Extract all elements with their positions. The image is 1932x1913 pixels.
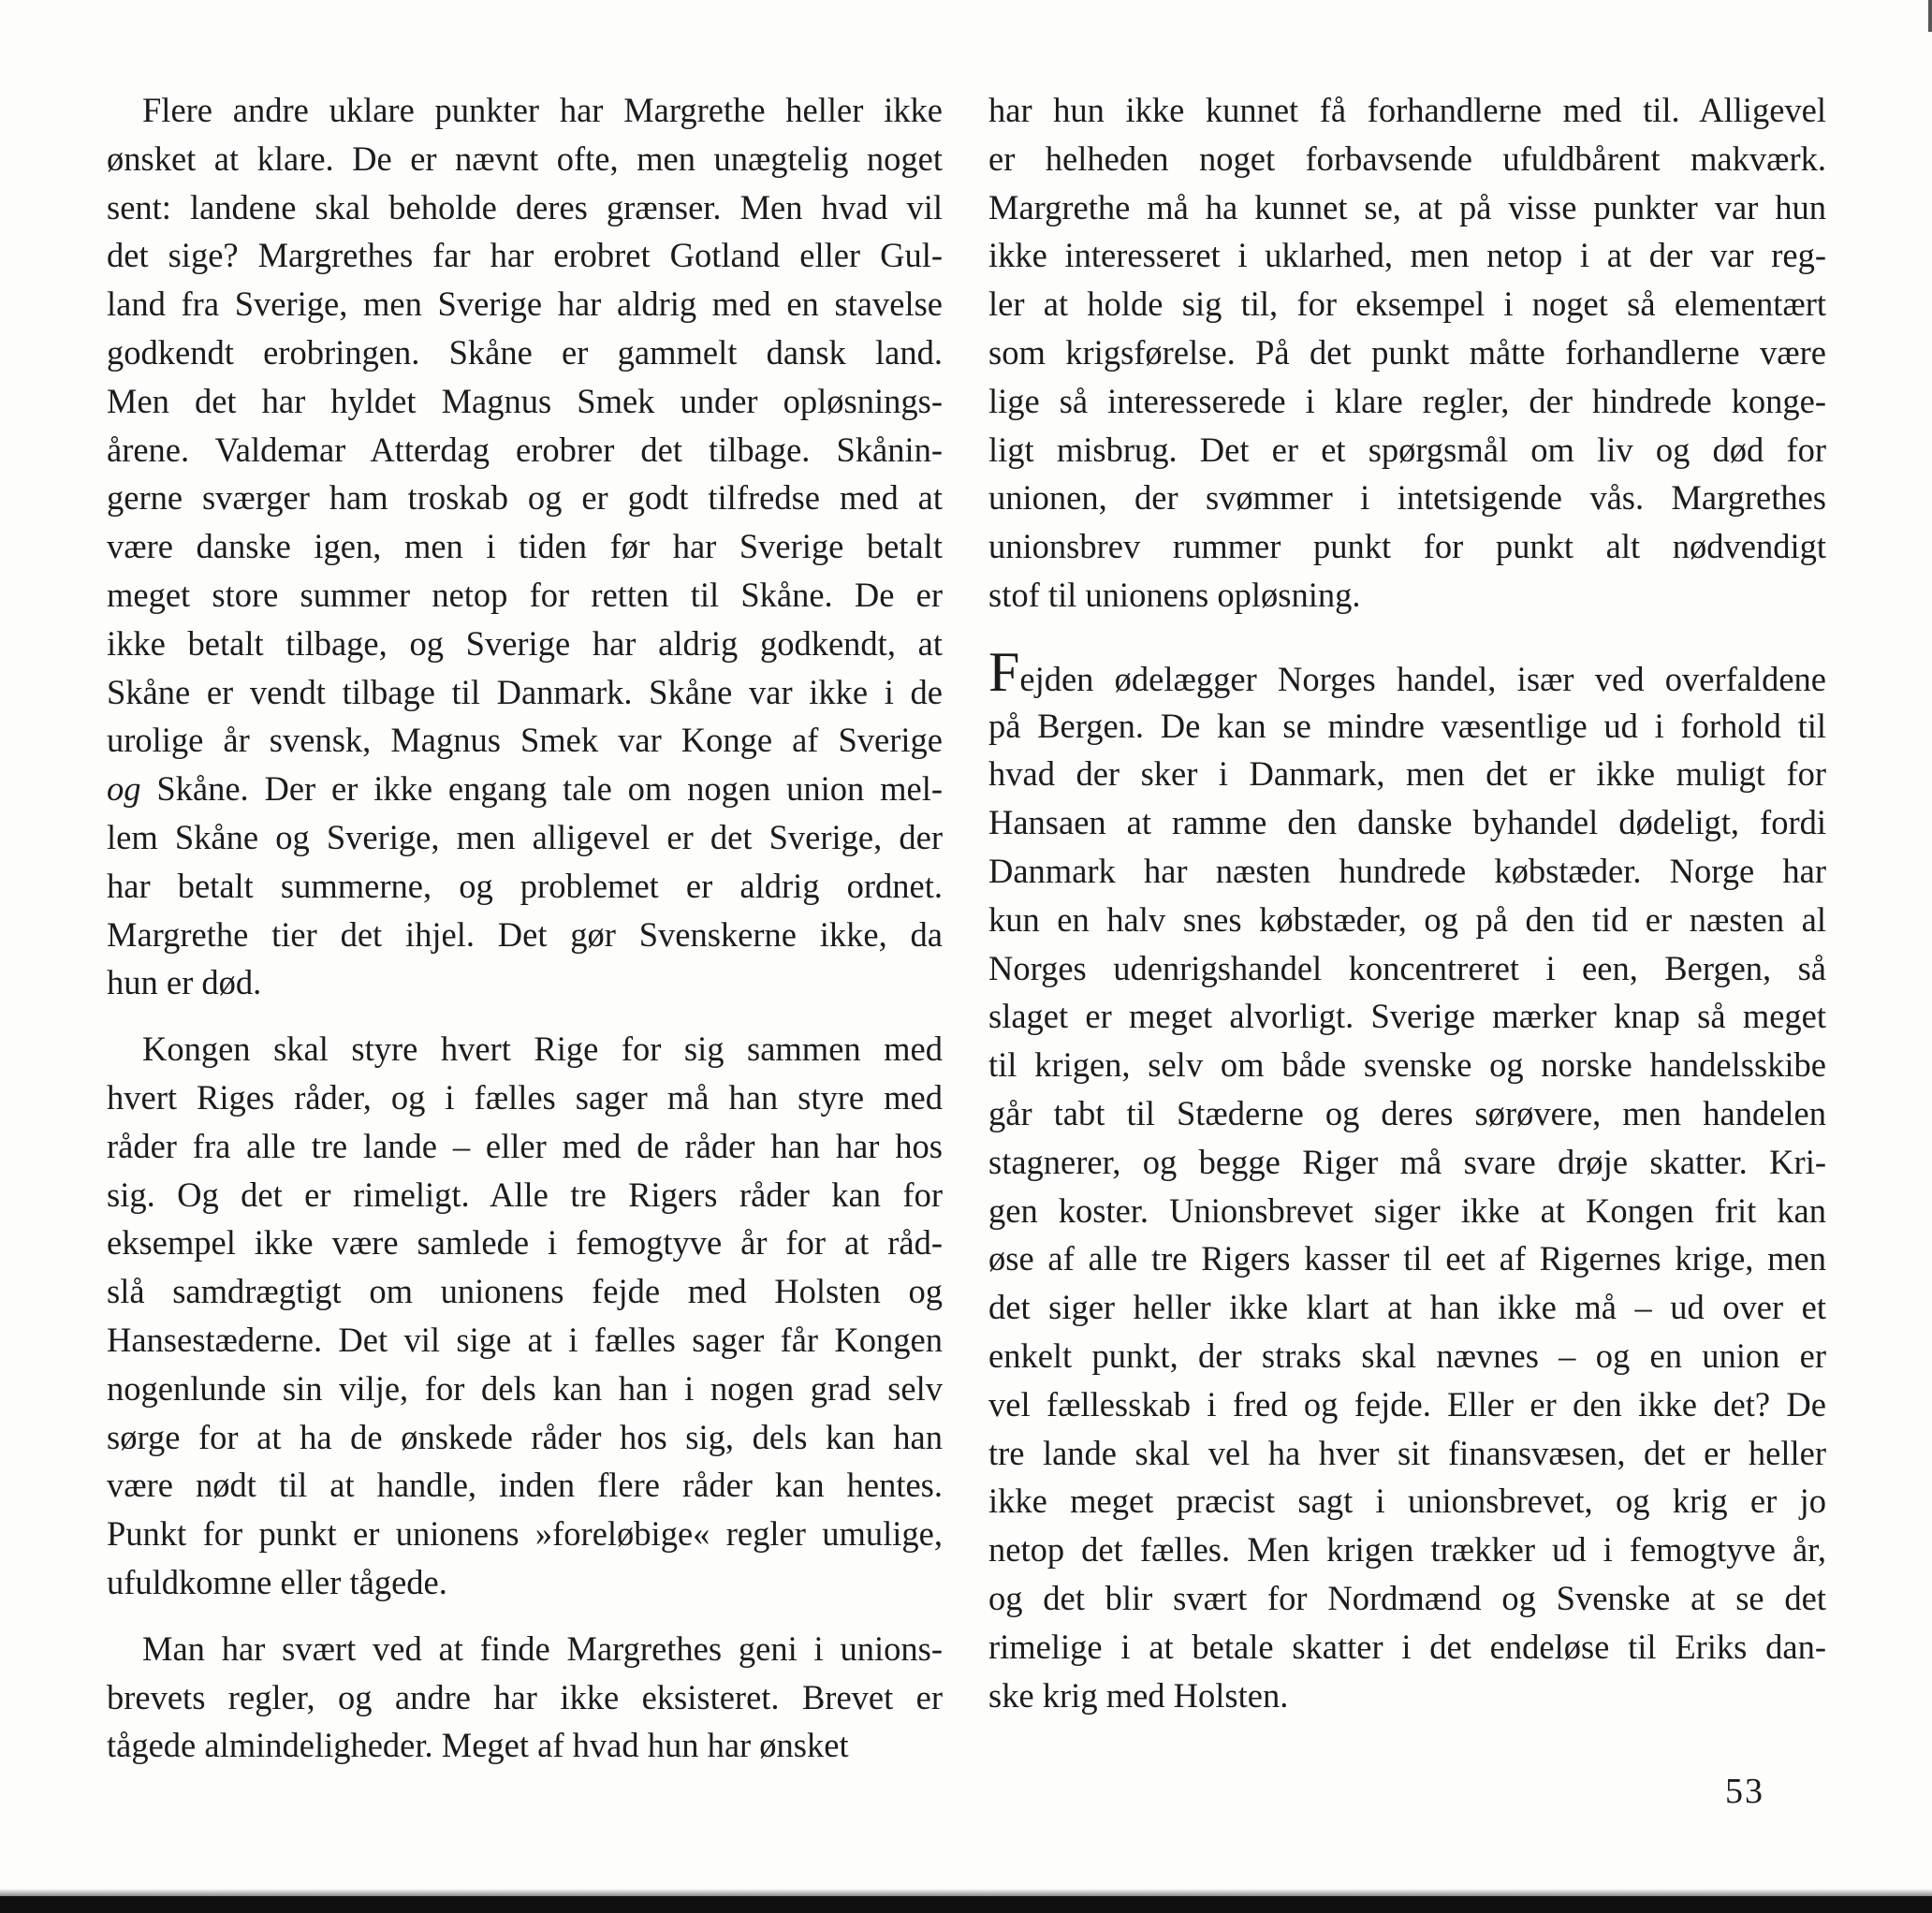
- text-line: hvert Riges råder, og i fælles sager må han styre med: [107, 1077, 943, 1117]
- text-line: er helheden noget forbavsende ufuldbårent makværk.: [988, 139, 1826, 178]
- text-line: Skåne er vendt tilbage til Danmark. Skåne var ikke i de: [107, 672, 943, 711]
- text-line: sent: landene skal beholde deres grænser. Men hvad vil: [107, 187, 943, 226]
- text-line: meget store summer netop for retten til Skåne. De er: [107, 575, 943, 614]
- text-line: godkendt erobringen. Skåne er gammelt dansk land.: [107, 332, 943, 372]
- text-line: lem Skåne og Sverige, men alligevel er det Sverige, der: [107, 817, 943, 856]
- text-line: ufuldkomne eller tågede.: [107, 1562, 447, 1601]
- text-line: netop det fælles. Men krigen trækker ud i femogtyve år,: [988, 1530, 1826, 1570]
- text-line: Kongen skal styre hvert Rige for sig sammen med: [142, 1030, 943, 1069]
- text-line: årene. Valdemar Atterdag erobrer det tilbage. Skånin-: [107, 430, 943, 469]
- text-line: ske krig med Holsten.: [988, 1675, 1289, 1715]
- paragraph: [107, 1025, 943, 1607]
- text-line: til krigen, selv om både svenske og norske handelsskibe: [988, 1045, 1826, 1085]
- text-line: går tabt til Stæderne og deres sørøvere, men handelen: [988, 1093, 1826, 1132]
- text-line: ønsket at klare. De er nævnt ofte, men unægtelig noget: [107, 139, 943, 178]
- text-line: brevets regler, og andre har ikke eksisteret. Brevet er: [107, 1677, 943, 1716]
- text-line: hvad der sker i Danmark, men det er ikke muligt for: [988, 754, 1826, 794]
- scan-bottom-edge: [0, 1896, 1932, 1913]
- text-line: og Skåne. Der er ikke engang tale om nogen union mel-: [107, 769, 943, 809]
- scan-edge-mark: [1928, 0, 1932, 32]
- drop-cap: F: [988, 640, 1020, 703]
- section-gap: [988, 620, 1826, 653]
- text-line: unionen, der svømmer i intetsigende vås. Margrethes: [988, 478, 1826, 518]
- text-line: enkelt punkt, der straks skal nævnes – og en union er: [988, 1336, 1826, 1375]
- text-line: Danmark har næsten hundrede købstæder. Norge har: [988, 851, 1826, 890]
- text-line: Norges udenrigshandel koncentreret i een, Bergen, så: [988, 948, 1826, 987]
- right-text-column: [988, 86, 1826, 1719]
- text-line: lige så interesserede i klare regler, der hindrede konge-: [988, 381, 1826, 420]
- text-line: gerne sværger ham troskab og er godt tilfredse med at: [107, 478, 943, 518]
- text-line: ligt misbrug. Det er et spørgsmål om liv og død for: [988, 430, 1826, 469]
- paragraph-gap: [107, 1007, 943, 1025]
- text-line: Men det har hyldet Magnus Smek under opløsnings-: [107, 381, 943, 420]
- paragraph: [107, 1625, 943, 1770]
- text-line: stagnerer, og begge Riger må svare drøje skatter. Kri-: [988, 1142, 1826, 1181]
- text-line: unionsbrev rummer punkt for punkt alt nødvendigt: [988, 527, 1826, 566]
- text-line: Hansestæderne. Det vil sige at i fælles sager får Kongen: [107, 1320, 943, 1359]
- text-line: ikke interesseret i uklarhed, men netop i at der var reg-: [988, 236, 1826, 275]
- text-line: Man har svært ved at finde Margrethes geni i unions-: [142, 1628, 943, 1668]
- first-line-text: ejden ødelægger Norges handel, især ved overfaldene: [1019, 659, 1826, 698]
- page-number: 53: [1725, 1772, 1764, 1811]
- text-line: og det blir svært for Nordmænd og Svenske at se det: [988, 1578, 1826, 1617]
- text-line: Punkt for punkt er unionens »foreløbige« regler umulige,: [107, 1514, 943, 1554]
- text-line: tågede almindeligheder. Meget af hvad hun har ønsket: [107, 1726, 849, 1765]
- text-line: stof til unionens opløsning.: [988, 575, 1361, 614]
- text-line: sig. Og det er rimeligt. Alle tre Rigers råder kan for: [107, 1175, 943, 1214]
- section-paragraph: [988, 640, 1826, 1720]
- text-line: som krigsførelse. På det punkt måtte forhandlerne være: [988, 332, 1826, 372]
- text-line: Flere andre uklare punkter har Margrethe heller ikke: [142, 91, 943, 129]
- text-line: råder fra alle tre lande – eller med de råder han har hos: [107, 1126, 943, 1165]
- section-first-line: [988, 640, 1826, 703]
- paragraph: [107, 86, 943, 1007]
- text-line: land fra Sverige, men Sverige har aldrig med en stavelse: [107, 285, 943, 324]
- text-line: på Bergen. De kan se mindre væsentlige ud i forhold til: [988, 706, 1826, 745]
- text-line: ikke betalt tilbage, og Sverige har aldrig godkendt, at: [107, 623, 943, 663]
- text-line: urolige år svensk, Magnus Smek var Konge af Sverige: [107, 721, 943, 760]
- text-line: hun er død.: [107, 963, 262, 1002]
- paragraph: [988, 86, 1826, 620]
- paragraph-gap: [107, 1607, 943, 1625]
- text-line: har hun ikke kunnet få forhandlerne med til. Alligevel: [988, 91, 1826, 129]
- scan-edge-shadow: [0, 1889, 1932, 1896]
- text-line: det siger heller ikke klart at han ikke må – ud over et: [988, 1288, 1826, 1327]
- text-line: har betalt summerne, og problemet er aldrig ordnet.: [107, 866, 943, 905]
- text-line: rimelige i at betale skatter i det endeløse til Eriks dan-: [988, 1627, 1826, 1666]
- text-line: Margrethe tier det ihjel. Det gør Svenskerne ikke, da: [107, 914, 943, 954]
- text-line: vel fællesskab i fred og fejde. Eller er den ikke det? De: [988, 1384, 1826, 1424]
- text-line: sørge for at ha de ønskede råder hos sig, dels kan han: [107, 1417, 943, 1456]
- text-line: det sige? Margrethes far har erobret Gotland eller Gul-: [107, 236, 943, 275]
- text-line: slå samdrægtigt om unionens fejde med Holsten og: [107, 1272, 943, 1311]
- text-line: Hansaen at ramme den danske byhandel dødeligt, fordi: [988, 803, 1826, 842]
- text-line: tre lande skal vel ha hver sit finansvæsen, det er heller: [988, 1433, 1826, 1472]
- text-line: gen koster. Unionsbrevet siger ikke at Kongen frit kan: [988, 1190, 1826, 1230]
- text-line: øse af alle tre Rigers kasser til eet af Rigernes krige, men: [988, 1239, 1826, 1278]
- text-line: nogenlunde sin vilje, for dels kan han i nogen grad selv: [107, 1368, 943, 1408]
- text-line: kun en halv snes købstæder, og på den tid er næsten al: [988, 899, 1826, 939]
- left-text-column: [107, 86, 943, 1770]
- text-line: ler at holde sig til, for eksempel i noget så elementært: [988, 285, 1826, 324]
- text-line: slaget er meget alvorligt. Sverige mærker knap så meget: [988, 997, 1826, 1036]
- text-line: være danske igen, men i tiden før har Sverige betalt: [107, 527, 943, 566]
- text-line: eksempel ikke være samlede i femogtyve år for at råd-: [107, 1223, 943, 1263]
- text-line: Margrethe må ha kunnet se, at på visse punkter var hun: [988, 187, 1826, 226]
- text-line: være nødt til at handle, inden flere råder kan hentes.: [107, 1466, 943, 1505]
- text-line: ikke meget præcist sagt i unionsbrevet, og krig er jo: [988, 1482, 1826, 1521]
